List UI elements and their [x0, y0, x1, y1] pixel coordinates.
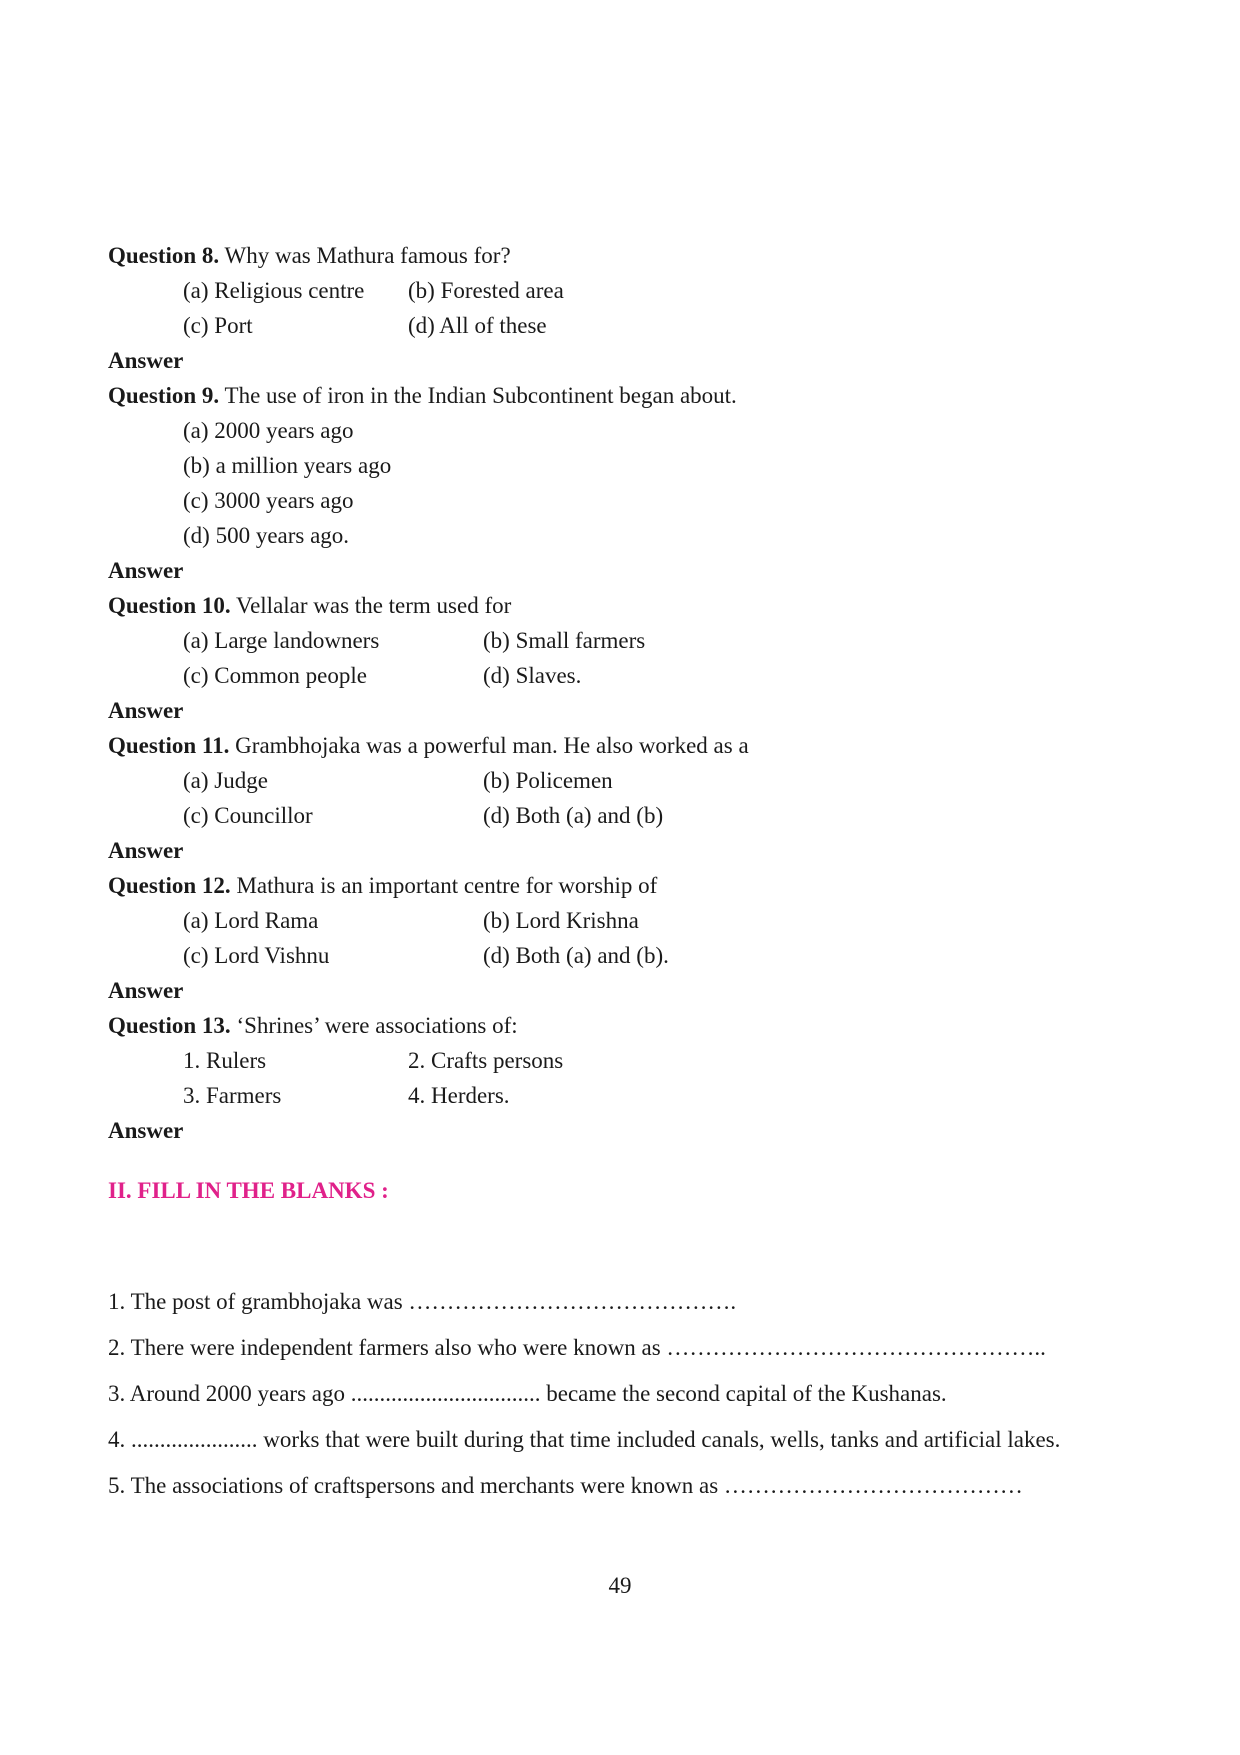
answer-label: Answer — [108, 978, 184, 1003]
section-heading: II. FILL IN THE BLANKS : — [108, 1178, 389, 1203]
question-label: Question 12. — [108, 873, 231, 898]
fill-blank-item: 1. The post of grambhojaka was ……………………………………. — [108, 1289, 737, 1314]
question-label: Question 10. — [108, 593, 231, 618]
option: (a) Religious centre — [183, 278, 365, 303]
option: 4. Herders. — [408, 1083, 510, 1108]
question-11 — [108, 732, 749, 760]
question-label: Question 11. — [108, 733, 230, 758]
question-9 — [108, 382, 737, 410]
question-text: The use of iron in the Indian Subcontinent began about. — [219, 383, 737, 408]
option: (b) Small farmers — [483, 628, 646, 653]
question-text: ‘Shrines’ were associations of: — [230, 1013, 518, 1038]
option: (b) Policemen — [483, 768, 613, 793]
option: (c) Councillor — [183, 803, 313, 828]
fill-blank-item: 3. Around 2000 years ago ................................. became the second capital of the Kushanas. — [108, 1381, 947, 1406]
option: 2. Crafts persons — [408, 1048, 564, 1073]
question-label: Question 8. — [108, 243, 220, 268]
answer-label: Answer — [108, 1118, 184, 1143]
question-13 — [108, 1012, 518, 1040]
option: (a) 2000 years ago — [183, 418, 354, 443]
option: (c) Port — [183, 313, 253, 338]
option: (c) 3000 years ago — [183, 488, 354, 513]
question-text: Grambhojaka was a powerful man. He also worked as a — [229, 733, 749, 758]
question-12 — [108, 872, 657, 900]
fill-blank-item: 2. There were independent farmers also who were known as ………………………………………….. — [108, 1335, 1046, 1360]
answer-label: Answer — [108, 838, 184, 863]
question-label: Question 13. — [108, 1013, 231, 1038]
page-number: 49 — [608, 1573, 632, 1598]
option: (c) Common people — [183, 663, 367, 688]
option: (b) Forested area — [408, 278, 564, 303]
option: (b) Lord Krishna — [483, 908, 639, 933]
answer-label: Answer — [108, 348, 184, 373]
option: 3. Farmers — [183, 1083, 282, 1108]
question-text: Mathura is an important centre for worship of — [230, 873, 658, 898]
question-label: Question 9. — [108, 383, 220, 408]
option: (a) Large landowners — [183, 628, 380, 653]
option: (c) Lord Vishnu — [183, 943, 330, 968]
option: (b) a million years ago — [183, 453, 392, 478]
option: (d) All of these — [408, 313, 547, 338]
fill-blank-item: 4. ...................... works that were built during that time included canals, wells, tanks and artificial lakes. — [108, 1427, 1061, 1452]
fill-blank-item: 5. The associations of craftspersons and merchants were known as ………………………………… — [108, 1473, 1023, 1498]
option: 1. Rulers — [183, 1048, 267, 1073]
question-text: Vellalar was the term used for — [230, 593, 512, 618]
answer-label: Answer — [108, 558, 184, 583]
question-10 — [108, 592, 511, 620]
option: (d) Both (a) and (b). — [483, 943, 669, 968]
option: (d) 500 years ago. — [183, 523, 350, 548]
option: (d) Both (a) and (b) — [483, 803, 664, 828]
question-text: Why was Mathura famous for? — [219, 243, 511, 268]
option: (a) Lord Rama — [183, 908, 319, 933]
option: (d) Slaves. — [483, 663, 582, 688]
option: (a) Judge — [183, 768, 268, 793]
answer-label: Answer — [108, 698, 184, 723]
question-8 — [108, 242, 511, 270]
